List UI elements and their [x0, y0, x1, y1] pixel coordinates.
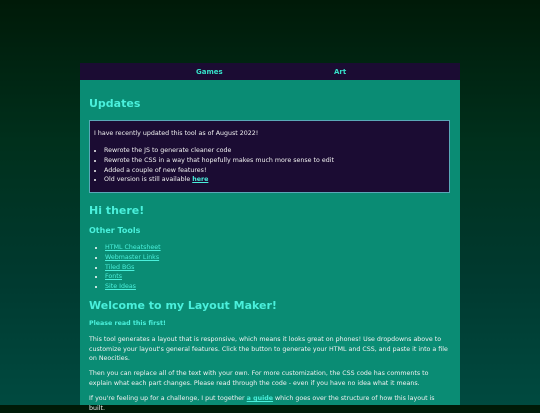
welcome-heading: Welcome to my Layout Maker! [89, 299, 277, 312]
list-item [105, 282, 161, 292]
tool-link-html-cheatsheet[interactable]: HTML Cheatsheet [105, 244, 161, 251]
old-version-text: Old version is still available [104, 176, 193, 184]
updates-intro: I have recently updated this tool as of August 2022! [94, 130, 259, 137]
list-item: • Added a couple of new features! [104, 166, 334, 176]
old-version-link[interactable]: here [192, 176, 209, 184]
list-item: • Rewrote the CSS in a way that hopefully makes much more sense to edit [104, 156, 334, 166]
tool-link-fonts[interactable]: Fonts [105, 273, 122, 281]
intro-paragraph: This tool generates a layout that is responsive, which means it looks great on phones! Use dropdowns above to customize your layout's general features. Click the button to generate your HTML and CSS, and paste it into a file on Neocities. [89, 336, 448, 362]
hi-heading: Hi there! [89, 204, 145, 217]
nav-link-art[interactable]: Art [334, 68, 347, 76]
tool-link-webmaster-links[interactable]: Webmaster Links [105, 253, 160, 261]
tool-link-site-ideas[interactable]: Site Ideas [105, 283, 136, 291]
nav-link-games[interactable]: Games [196, 68, 223, 76]
list-item [105, 243, 161, 253]
top-nav [80, 63, 460, 80]
customization-paragraph: Then you can replace all of the text with your own. For more customization, the CSS code has comments to explain what each part changes. Please read through the code - even if you have no idea what it means. [89, 370, 429, 387]
layout-container [80, 63, 460, 412]
read-first-note: Please read this first! [89, 320, 166, 327]
list-item [105, 263, 161, 273]
list-item [105, 253, 161, 263]
list-item [105, 272, 161, 282]
guide-link[interactable]: a guide [246, 395, 274, 402]
other-tools-list [89, 243, 161, 292]
guide-text-after: which goes over the structure of how this layout is built. [89, 395, 435, 412]
guide-text-before: If you're feeling up for a challenge, I put together [89, 395, 247, 402]
updates-heading: Updates [89, 97, 141, 110]
list-item: • Rewrote the JS to generate cleaner code [104, 146, 334, 156]
updates-box [89, 120, 450, 193]
guide-paragraph [89, 394, 451, 413]
other-tools-heading: Other Tools [89, 226, 141, 235]
tool-link-tiled-bgs[interactable]: Tiled BGs [105, 263, 135, 271]
updates-list [90, 146, 334, 185]
list-item [104, 175, 334, 185]
